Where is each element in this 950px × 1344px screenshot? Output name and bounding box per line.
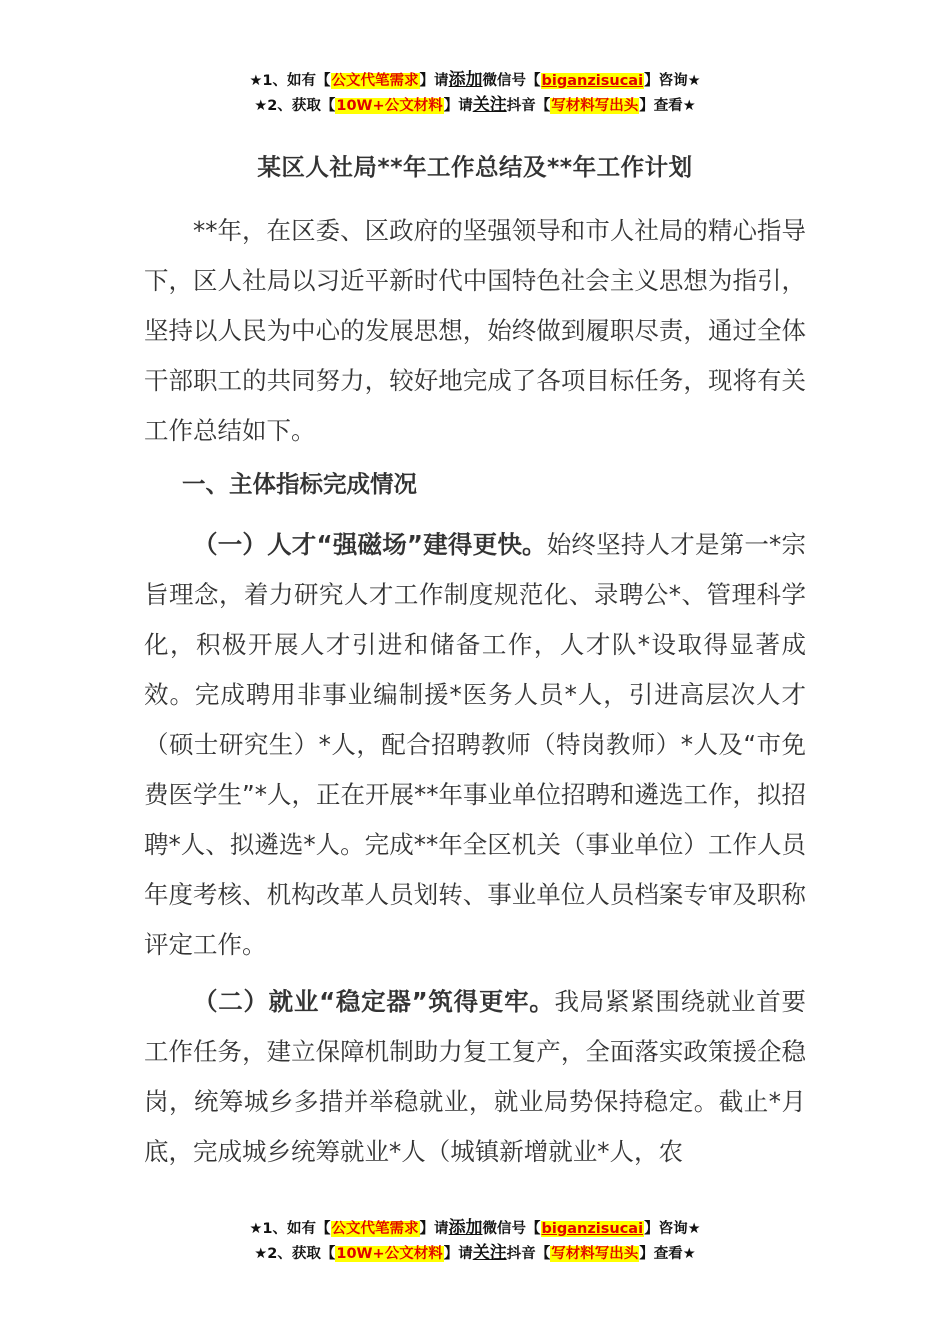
paragraph-body: 我局紧紧围绕就业首要工作任务，建立保障机制助力复工复产，全面落实政策援企稳岗，统筹城乡多措并举稳就业，就业局势保持稳定。截止*月底，完成城乡统筹就业*人（城镇新增就业*人，农 — [144, 987, 807, 1166]
top-banner — [0, 68, 950, 118]
banner-highlight: 公文代笔需求 — [331, 73, 419, 89]
star-icon: ★ — [682, 98, 696, 114]
paragraph-body: 始终坚持人才是第一*宗旨理念，着力研究人才工作制度规范化、录聘公*、管理科学化，积极开展人才引进和储备工作，人才队*设取得显著成效。完成聘用非事业编制援*医务人员*人，引进高层次人才（硕士研究生）*人，配合招聘教师（特岗教师）*人及“市免费医学生”*人，正在开展**年事业单位招聘和遴选工作，拟招聘*人、拟遴选*人。完成**年全区机关（事业单位）工作人员年度考核、机构改革人员划转、事业单位人员档案专审及职称评定工作。 — [144, 530, 807, 959]
document-title: 某区人社局**年工作总结及**年工作计划 — [257, 153, 693, 181]
paragraph-talent — [144, 520, 806, 970]
banner-line-2: ★2、获取【10W+公文材料】请关注抖音【写材料写出头】查看★ — [254, 1243, 696, 1263]
banner-highlight: 10W+公文材料 — [336, 98, 443, 114]
paragraph-employment — [144, 977, 806, 1177]
wechat-id: biganzisucai — [541, 1221, 644, 1237]
bottom-banner — [0, 1216, 950, 1266]
star-icon: ★ — [254, 98, 268, 114]
section-heading: 一、主体指标完成情况 — [182, 470, 417, 498]
star-icon: ★ — [249, 73, 263, 89]
banner-line-2: ★2、获取【10W+公文材料】请关注抖音【写材料写出头】查看★ — [254, 95, 696, 115]
banner-line-1: ★1、如有【公文代笔需求】请添加微信号【biganzisucai】咨询★ — [249, 1218, 701, 1238]
paragraph-lead: （一）人才“强磁场”建得更快。 — [193, 530, 547, 559]
banner-highlight: 公文代笔需求 — [331, 1221, 419, 1237]
star-icon: ★ — [687, 1221, 701, 1237]
paragraph-lead: （二）就业“稳定器”筑得更牢。 — [193, 987, 555, 1016]
banner-highlight: 10W+公文材料 — [336, 1246, 443, 1262]
douyin-account: 写材料写出头 — [551, 1246, 639, 1262]
star-icon: ★ — [249, 1221, 263, 1237]
banner-line-1: ★1、如有【公文代笔需求】请添加微信号【biganzisucai】咨询★ — [249, 70, 701, 90]
intro-paragraph: **年，在区委、区政府的坚强领导和市人社局的精心指导下，区人社局以习近平新时代中国特色社会主义思想为指引，坚持以人民为中心的发展思想，始终做到履职尽责，通过全体干部职工的共同努力，较好地完成了各项目标任务，现将有关工作总结如下。 — [144, 216, 806, 445]
star-icon: ★ — [682, 1246, 696, 1262]
star-icon: ★ — [254, 1246, 268, 1262]
douyin-account: 写材料写出头 — [551, 98, 639, 114]
wechat-id: biganzisucai — [541, 73, 644, 89]
star-icon: ★ — [687, 73, 701, 89]
